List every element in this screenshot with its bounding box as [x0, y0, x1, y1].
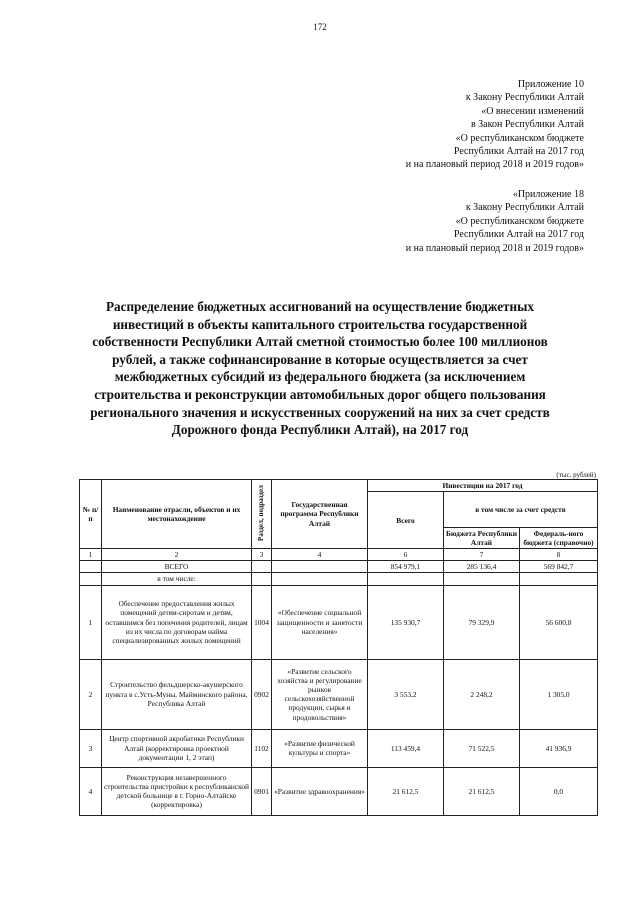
appendix-line: к Закону Республики Алтай	[465, 202, 584, 214]
title-line: Дорожного фонда Республики Алтай), на 2017 год	[171, 422, 469, 438]
table-row	[80, 585, 598, 659]
title-line: рублей, а также софинансирование в которые осуществляется за счет	[112, 351, 528, 367]
including-cell	[368, 573, 444, 585]
row-fed: 0,0	[520, 767, 598, 815]
appendix-line: Республики Алтай на 2017 год	[453, 146, 584, 158]
header-rep-budget: Бюджета Республики Алтай	[444, 527, 520, 548]
total-fed: 569 842,7	[520, 561, 598, 573]
row-program: «Обеспечение социальной защищенности и занятости населения»	[272, 585, 368, 659]
total-program-cell	[272, 561, 368, 573]
total-section-cell	[252, 561, 272, 573]
total-num-cell	[80, 561, 102, 573]
title-line: межбюджетных субсидий из федерального бюджета (за исключением	[114, 369, 526, 385]
appendix-line: «Приложение 18	[512, 189, 584, 200]
row-name: Строительство фельдшерско-акушерского пункта в с.Усть-Муны, Майминского района, Республика Алтай	[102, 659, 252, 729]
row-section: 0902	[252, 659, 272, 729]
header-total: Всего	[368, 492, 444, 549]
row-rep: 2 248,2	[444, 659, 520, 729]
row-total: 3 553,2	[368, 659, 444, 729]
appendix-line: Приложение 10	[517, 79, 584, 90]
table-row	[80, 767, 598, 815]
col-number: 8	[520, 549, 598, 561]
row-total: 113 459,4	[368, 729, 444, 767]
row-section: 0901	[252, 767, 272, 815]
appendix-line: «О республиканском бюджете	[455, 132, 584, 144]
col-number: 2	[102, 549, 252, 561]
title-line: Распределение бюджетных ассигнований на осуществление бюджетных	[105, 299, 535, 314]
row-fed: 1 305,0	[520, 659, 598, 729]
row-fed: 56 600,8	[520, 585, 598, 659]
row-program: «Развитие сельского хозяйства и регулирование рынков сельскохозяйственной продукции, сырья и продовольствия»	[272, 659, 368, 729]
row-num: 4	[80, 767, 102, 815]
header-row	[80, 480, 598, 492]
row-total: 21 612,5	[368, 767, 444, 815]
header-num: № п/п	[80, 480, 102, 549]
appendix-line: «О внесении изменений	[481, 105, 584, 117]
appendix-18-block	[406, 188, 584, 255]
row-name: Центр спортивной акробатики Республики Алтай (корректировка проектной документации 1, 2 этап)	[102, 729, 252, 767]
appendix-line: к Закону Республики Алтай	[465, 92, 584, 104]
including-cell	[444, 573, 520, 585]
row-num: 1	[80, 585, 102, 659]
header-including: в том числе за счет средств	[444, 492, 598, 527]
appendix-line: в Закон Республики Алтай	[470, 119, 584, 131]
total-rep: 285 136,4	[444, 561, 520, 573]
including-num-cell	[80, 573, 102, 585]
col-number: 7	[444, 549, 520, 561]
col-number: 1	[80, 549, 102, 561]
row-program: «Развитие здравоохранения»	[272, 767, 368, 815]
total-row	[80, 561, 598, 573]
header-name: Наименование отрасли, объектов и их местонахождение	[102, 480, 252, 549]
row-num: 3	[80, 729, 102, 767]
title-line: инвестиций в объекты капитального строительства государственной	[112, 316, 528, 332]
row-fed: 41 936,9	[520, 729, 598, 767]
title-line: собственности Республики Алтай сметной стоимостью более 100 миллионов	[92, 334, 548, 350]
table-row	[80, 659, 598, 729]
row-rep: 21 612,5	[444, 767, 520, 815]
including-row	[80, 573, 598, 585]
document-title	[70, 298, 570, 439]
row-section: 1004	[252, 585, 272, 659]
including-label: в том числе:	[102, 573, 252, 585]
row-program: «Развитие физической культуры и спорта»	[272, 729, 368, 767]
col-number: 6	[368, 549, 444, 561]
header-fed-budget: Федераль-ного бюджета (справочно)	[520, 527, 598, 548]
appendix-line: Республики Алтай на 2017 год	[453, 229, 584, 241]
col-number: 3	[252, 549, 272, 561]
appendix-line: «О республиканском бюджете	[455, 215, 584, 227]
table-row	[80, 729, 598, 767]
row-section: 1102	[252, 729, 272, 767]
title-line: строительства и реконструкции автомобильных дорог общего пользования	[94, 386, 546, 402]
total-sum: 854 979,1	[368, 561, 444, 573]
row-total: 135 930,7	[368, 585, 444, 659]
header-section-label: Раздел, подраздел	[256, 484, 265, 541]
row-num: 2	[80, 659, 102, 729]
appendix-10-block	[406, 78, 584, 172]
header-program: Государственная программа Республики Алтай	[272, 480, 368, 549]
row-rep: 71 522,5	[444, 729, 520, 767]
including-cell	[520, 573, 598, 585]
total-label: ВСЕГО	[102, 561, 252, 573]
including-cell	[272, 573, 368, 585]
row-rep: 79 329,9	[444, 585, 520, 659]
appendix-line: и на плановый период 2018 и 2019 годов»	[405, 242, 584, 254]
appendix-line: и на плановый период 2018 и 2019 годов»	[405, 159, 584, 171]
row-name: Реконструкция незавершенного строительства пристройки к республиканской детской больнице в г. Горно-Алтайске (корректировка)	[102, 767, 252, 815]
page-number: 172	[313, 22, 327, 32]
column-number-row	[80, 549, 598, 561]
row-name: Обеспечение предоставления жилых помещений детям-сиротам и детям, оставшимся без попечения родителей, лицам из их числа по договорам найма специализированных жилых помещений	[102, 585, 252, 659]
header-investments: Инвестиции на 2017 год	[368, 480, 598, 492]
col-number: 4	[272, 549, 368, 561]
including-cell	[252, 573, 272, 585]
header-section	[252, 480, 272, 549]
units-label: (тыс. рублей)	[556, 471, 596, 479]
investments-table	[79, 479, 598, 816]
title-line: регионального значения и искусственных сооружений на них за счет средств	[90, 404, 550, 420]
